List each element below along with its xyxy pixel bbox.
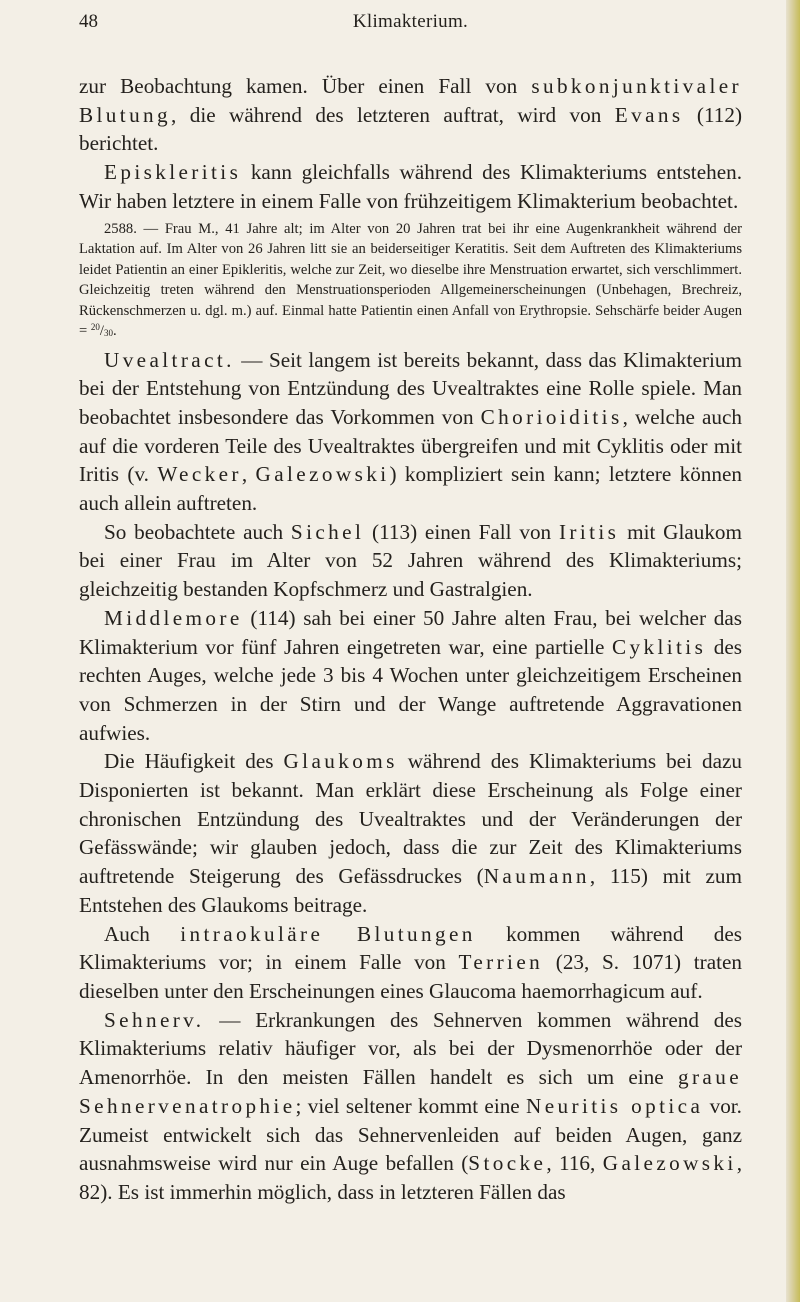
author-name: Galezowski <box>255 462 390 487</box>
spaced-term: Cyklitis <box>611 634 707 659</box>
author-name: Wecker <box>157 462 242 487</box>
author-name: Sichel <box>290 519 365 544</box>
body-text <box>79 72 742 1207</box>
spaced-term: Glaukoms <box>283 749 398 774</box>
spaced-term: graue Sehnervenatrophie <box>79 1065 742 1118</box>
section-heading: Uvealtract. <box>104 347 235 372</box>
page-header <box>79 8 742 36</box>
paragraph-sichel: So beobachtete auch Sichel (113) einen Fall von Iritis mit Glaukom bei einer Frau im Alter von 52 Jahren während des Klimakteriums; gleichzeitig bestanden Kopfschmerz und Gastralgien. <box>79 519 743 602</box>
spaced-term: Neuritis optica <box>526 1093 704 1118</box>
paragraph-episcleritis: Episkleritis kann gleichfalls während des Klimakteriums entstehen. Wir haben letztere in einem Falle von frühzeitigem Klimakterium beobachtet. <box>79 160 742 213</box>
spaced-term: Episkleritis <box>104 160 242 185</box>
spaced-term: Chorioiditis <box>480 404 623 429</box>
running-title: Klimakterium. <box>352 11 469 32</box>
section-heading: Sehnerv. <box>104 1007 205 1032</box>
paragraph-subconjunctival-bleeding: zur Beobachtung kamen. Über einen Fall von subkonjunktivaler Blutung, die während des letzteren auftrat, wird von Evans (112) berichtet. <box>79 74 743 156</box>
author-name: Evans <box>614 102 684 127</box>
spaced-term: intraokuläre Blutungen <box>180 921 476 946</box>
author-name: Naumann <box>483 864 590 889</box>
author-name: Galezowski <box>602 1151 737 1176</box>
author-name: Terrien <box>458 950 544 975</box>
paragraph-optic-nerve: Sehnerv. — Erkrankungen des Sehnerven kommen während des Klimakteriums relativ häufiger vor, als bei der Dysmenorrhöe oder der Amenorrhöe. In den meisten Fällen handelt es sich um eine graue Sehnervenatrophie; viel seltener kommt eine Neuritis optica vor. Zumeist entwickelt sich das Sehnervenleiden auf beiden Augen, ganz ausnahmsweise wird nur ein Auge befallen (Stocke, 116, Galezowski, 82). Es ist immerhin möglich, dass in letzteren Fällen das <box>79 1007 742 1204</box>
author-name: Middlemore <box>104 605 243 630</box>
case-report: 2588. — Frau M., 41 Jahre alt; im Alter von 20 Jahren trat bei ihr eine Augenkrankheit während der Laktation auf. Im Alter von 26 Jahren litt sie an beiderseitiger Keratitis. Seit dem Auftreten des Klimakteriums leidet Patientin an einer Epikleritis, welche zur Zeit, wo dieselbe ihre Menstruation erwartet, sich verschlimmert. Gleichzeitig treten während den Menstruationsperioden Allgemeinerscheinungen (Unbehagen, Brechreiz, Rückenschmerzen u. dgl. m.) auf. Einmal hatte Patientin einen Anfall von Erythropsie. Sehschärfe beider Augen = $^{20}/_{30}$. <box>79 220 742 340</box>
author-name: Stocke <box>468 1151 547 1176</box>
page-edge-shadow <box>786 0 800 1302</box>
page-number: 48 <box>79 11 98 32</box>
paragraph-middlemore: Middlemore (114) sah bei einer 50 Jahre alten Frau, bei welcher das Klimakterium vor fünf Jahren eingetreten war, eine partielle Cyklitis des rechten Auges, welche jede 3 bis 4 Wochen unter gleichzeitigem Erscheinen von Schmerzen in der Stirn und der Wange auftretende Aggravationen aufwies. <box>79 605 742 745</box>
paragraph-glaucoma: Die Häufigkeit des Glaukoms während des Klimakteriums bei dazu Disponierten ist bekannt. Man erklärt diese Erscheinung als Folge einer chronischen Entzündung des Uvealtraktes und der Veränderungen der Gefässwände; wir glauben jedoch, dass die zur Zeit des Klimakteriums auftretende Steigerung des Gefässdruckes (Naumann, 115) mit zum Entstehen des Glaukoms beitrage. <box>79 749 742 917</box>
spaced-term: subkonjunktivaler Blutung <box>79 74 742 127</box>
spaced-term: Iritis <box>558 519 620 544</box>
paragraph-uveal-tract: Uvealtract. — Seit langem ist bereits bekannt, dass das Klimakterium bei der Entstehung von Entzündung des Uvealtraktes eine Rolle spiele. Man beobachtet insbesondere das Vorkommen von Chorioiditis, welche auch auf die vorderen Teile des Uvealtraktes übergreifen und mit Cyklitis oder mit Iritis (v. Wecker, Galezowski) kompliziert sein kann; letztere können auch allein auftreten. <box>79 347 742 516</box>
paragraph-intraocular-bleeding: Auch intraokuläre Blutungen kommen während des Klimakteriums vor; in einem Falle von Terrien (23, S. 1071) traten dieselben unter den Erscheinungen eines Glaucoma haemorrhagicum auf. <box>79 921 742 1003</box>
